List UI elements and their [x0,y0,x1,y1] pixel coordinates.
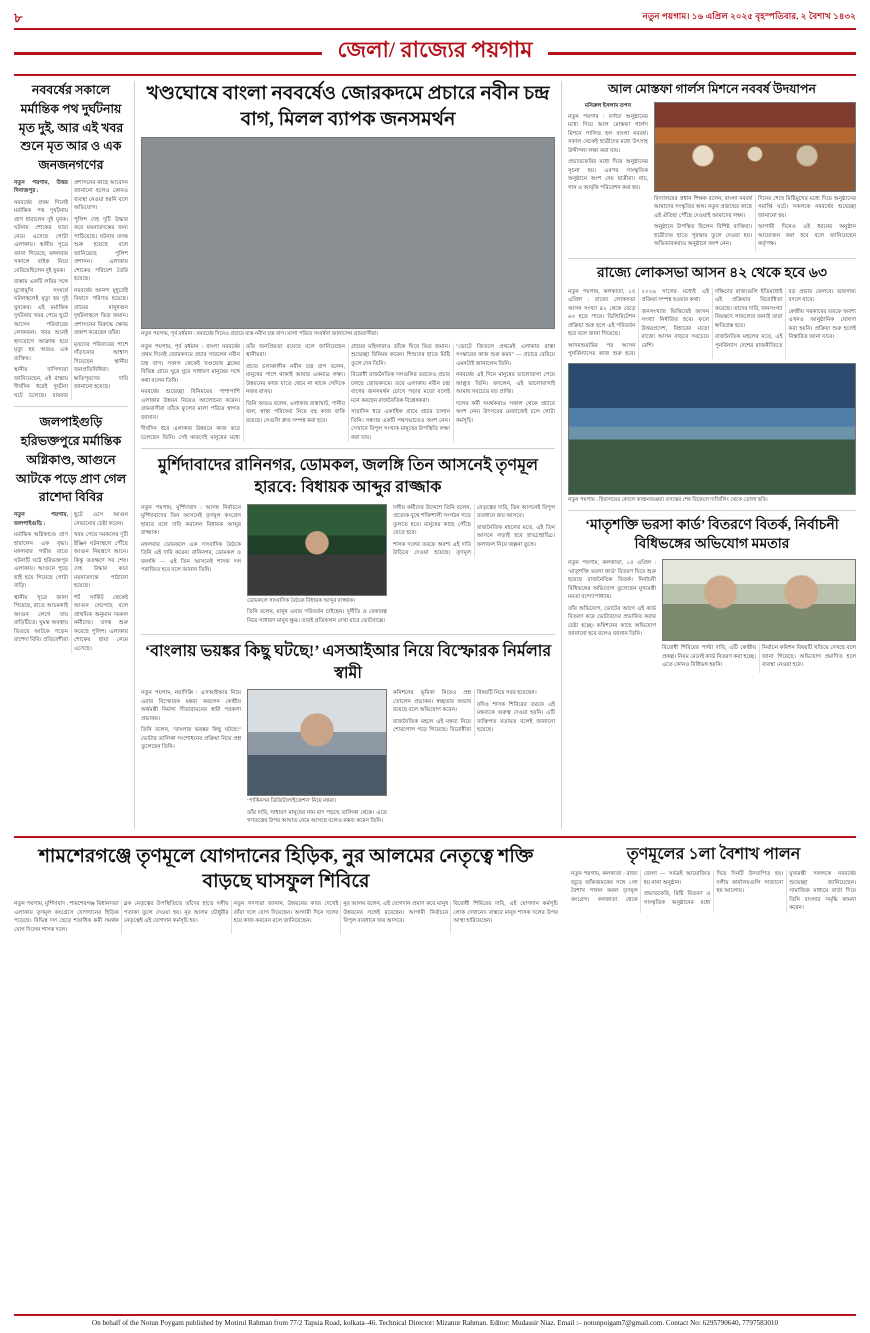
almostafa-para: অনুষ্ঠানে উপস্থিত ছিলেন বিশিষ্ট ব্যক্তিরা। ছাত্রীদের হাতে পুরস্কার তুলে দেওয়া হয়। অভিভাবকরাও অনুষ্ঠানে অংশ নেন। [654,224,752,248]
trinamool-para: প্রভাতফেরি, মিষ্টি বিতরণ ও সাংস্কৃতিক অনুষ্ঠানের মধ্যে দিয়ে দিনটি উদযাপিত হয়। দলীয় কার্যালয়গুলি সাজানো হয় আলোয়। [643,871,784,906]
nirmala-col3 [393,689,555,829]
shamsherganj-block [14,844,558,934]
almostafa-para: আগামী দিনেও এই ধরনের অনুষ্ঠান আয়োজন করা হবে বলে জানিয়েছেন কর্তৃপক্ষ। [758,224,856,248]
nirmala-para: রাজনৈতিক মহলে এই মন্তব্য নিয়ে শোরগোল পড়ে গিয়েছে। বিরোধীরা বিষয়টি নিয়ে সরব হয়েছেন। [393,690,537,734]
rail-story1-para: রাস্তায় একটি লরির সঙ্গে মুখোমুখি সংঘর্ষে ঘটনাস্থলেই মৃত্যু হয় দুই যুবকের। এই মর্মান্তিক দুর্ঘটনার খবর পেয়ে ছুটে আসেন পরিবারের লোকজন। খবর শুনেই হৃদরোগে আক্রান্ত হয়ে মৃত্যু হয় আরও এক ব্যক্তির। [14,279,68,362]
lead-para: বিরোধী রাজনৈতিক দলগুলির তরফেও প্রচার চলছে জোরকদমে। তবে এলাকায় নবীন চন্দ্র বাগের জনসমর্থন চোখে পড়ার মতো বলেই মনে করছেন রাজনৈতিক বিশ্লেষকরা। [351,372,450,404]
murshidabad-para: তিনি বলেন, মানুষ এবার পরিবর্তন চাইছেন। দুর্নীতি ও বেকারত্ব নিয়ে সাধারণ মানুষ ক্ষুব্ধ। তারই প্রতিফলন দেখা যাবে ভোটবাক্সে। [247,609,387,624]
loksabha-para: জনসংখ্যার ভিত্তিতেই আসন সংখ্যা নির্ধারিত হবে। ফলে উত্তরপ্রদেশ, বিহারের মতো রাজ্যে আসন বাড়বে সবচেয়ে বেশি। [641,308,709,349]
lead-body [141,343,555,443]
matrishakti-col2-text [662,644,856,673]
column-divider [134,81,135,829]
shamsherganj-para: নতুন পয়গাম, মুর্শিদাবাদ : শামশেরগঞ্জ বিধানসভা এলাকায় তৃণমূল কংগ্রেসে যোগদানের হিড়িক পড়েছে। বিভিন্ন দল ছেড়ে শতাধিক কর্মী সমর্থক যোগ দিলেন শাসক দলে। [14,901,119,933]
section-rule [14,74,856,76]
murshidabad-col3-text [393,504,555,558]
murshidabad-col3 [393,504,555,629]
nirmala-block [141,689,555,829]
almostafa-headline: আল মোস্তফা গার্লস মিশনে নববর্ষ উদযাপন [607,82,817,96]
matrishakti-para: নির্বাচন কমিশন বিষয়টি খতিয়ে দেখছে বলে জানা গিয়েছে। অভিযোগ প্রমাণিত হলে ব্যবস্থা নেওয়া হবে। [762,645,856,669]
page-footer: On behalf of the Notun Poygam published by Motirul Rahman from 77/2 Tapsia Road, kolkata–46. Technical Director: Mizanur Rahman. Editor: Mudassir Niaz. Email :– notunpoigam7@gmail.com. Contact No: 6295790640, 7797583010 [14,1314,856,1327]
left-rail [14,81,128,829]
trinamool-body [571,870,856,913]
rail-story2-headline: জলপাইগুড়ি হরিভক্তপুরে মর্মান্তিক অগ্নিকাণ্ড, আগুনে আটকে পড়ে প্রাণ গেল রাশেদা বিবির [15,415,127,505]
rail-story2-body [14,511,128,653]
right-divider-2 [568,510,856,511]
lead-para: তিনি আরও বলেন, এলাকার রাস্তাঘাট, পানীয় জল, স্বাস্থ্য পরিষেবা নিয়ে বহু কাজ বাকি রয়েছে। সেগুলি দ্রুত সম্পন্ন করা হবে। [246,400,345,424]
shamsherganj-para: বিরোধী শিবিরের দাবি, এই যোগদান কর্মসূচি লোক দেখানো। বাস্তবে মানুষ শাসক দলের উপর আস্থা হারিয়েছেন। [453,901,558,925]
loksabha-headline: রাজ্যে লোকসভা আসন ৪২ থেকে হবে ৬৩ [597,265,827,281]
issue-line: নতুন পয়গাম। ১৬ এপ্রিল ২০২৫ বৃহস্পতিবার, ২ বৈশাখ ১৪৩২ [642,11,856,21]
right-zone [568,81,856,829]
lead-photo-caption: নতুন পয়গাম, পূর্ব বর্ধমান : নববর্ষের দিনেও প্রচারে ব্যস্ত নবীন চন্দ্র বাগ। মালা পরিয়ে সংবর্ধনা জানালেন গ্রামবাসীরা। [141,331,379,338]
loksabha-para: নতুন পয়গাম, কলকাতা, ১৫ এপ্রিল : রাজ্যে লোকসভা আসন সংখ্যা ৪২ থেকে বেড়ে ৬৩ হতে পারে। ডিলিমিটেশন প্রক্রিয়া শুরু হলে এই পরিবর্তন হবে বলে জানা গিয়েছে। [568,288,636,338]
murshidabad-col1-text [141,504,241,575]
lead-headline: খণ্ডঘোষে বাংলা নববর্ষেও জোরকদমে প্রচারে নবীন চন্দ্র বাগ, মিলল ব্যাপক জনসমর্থন [146,83,550,130]
matrishakti-photo [662,559,856,641]
murshidabad-col1 [141,504,241,629]
almostafa-photo [654,102,856,192]
nirmala-para: কমিশনের ভূমিকা নিয়েও প্রশ্ন তোলেন প্রভাকর। স্বচ্ছতার অভাব রয়েছে বলে অভিযোগ করেন। [393,690,471,714]
matrishakti-block [568,559,856,673]
lead-para: সারাদিন ধরে একাধিক গ্রামে প্রচার চালান তিনি। সন্ধ্যায় একটি পথসভাতেও অংশ নেন। সেখানে বিপুল সংখ্যক মানুষের উপস্থিতি লক্ষ্য করা যায়। [351,409,450,441]
lead-para: নববর্ষের এই দিনে মানুষের ভালোবাসা পেয়ে আপ্লুত তিনি। বললেন, এই ভালোবাসাই আমার সবচেয়ে বড় প্রাপ্তি। [456,372,555,396]
right-divider [568,258,856,259]
rail-story2-para: শর্ট সার্কিট থেকেই আগুন লেগেছে বলে প্রাথমিক অনুমান দমকল কর্মীদের। তদন্ত শুরু করেছে পুলিশ। এলাকায় শোকের ছায়া নেমে এসেছে। [74,594,128,652]
matrishakti-right [662,559,856,673]
rail-story1-body [14,179,128,401]
masthead [14,10,856,26]
lead-para: গ্রামের মহিলারাও তাঁকে ঘিরে ভিড় জমান। শুভেচ্ছা বিনিময় করেন। শিশুদের হাতে মিষ্টি তুলে দেন তিনি। [351,343,450,367]
nirmala-para: তিনি বলেন, "বাংলায় ভয়ঙ্কর কিছু ঘটছে।" ভোটার তালিকা সংশোধনের প্রক্রিয়া নিয়ে প্রশ্ন তুলেছেন তিনি। [141,727,241,751]
loksabha-para: দক্ষিণের রাজ্যগুলি ইতিমধ্যেই এই প্রক্রিয়ার বিরোধিতা করেছে। তাদের দাবি, জনসংখ্যা নিয়ন্ত্রণে সাফল্যের জন্যই তারা ক্ষতিগ্রস্ত হবে। [715,288,783,329]
murshidabad-headline: মুর্শিদাবাদের রানিনগর, ডোমকল, জলঙ্গি তিন আসনেই তৃণমূল হারবে: বিধায়ক আব্দুর রাজ্জাক [157,457,539,496]
murshidabad-para: নতুন পয়গাম, মুর্শিদাবাদ : আসন্ন নির্বাচনে মুর্শিদাবাদের তিন আসনেই তৃণমূল কংগ্রেস হারবে বলে দাবি করলেন বিধায়ক আব্দুর রাজ্জাক। [141,504,241,537]
almostafa-para: নতুন পয়গাম : বর্ণাঢ্য অনুষ্ঠানের মধ্যে দিয়ে আল মোস্তফা গার্লস মিশনে পালিত হল বাংলা নববর্ষ। সকাল থেকেই ছাত্রীদের মধ্যে উৎসাহ উদ্দীপনা লক্ষ্য করা যায়। [568,113,648,154]
murshidabad-para: দলীয় কর্মীদের উদ্দেশে তিনি বলেন, প্রত্যেক বুথে শক্তিশালী সংগঠন গড়ে তুলতে হবে। মানুষের কাছে পৌঁছে যেতে হবে। [393,504,471,537]
shamsherganj-para: ব্লক নেতৃত্বের উপস্থিতিতে তাঁদের হাতে দলীয় পতাকা তুলে দেওয়া হয়। নুর আলম চৌধুরীর নেতৃত্বেই এই যোগদান কর্মসূচি হয়। [123,901,229,925]
murshidabad-block [141,504,555,629]
shamsherganj-body [14,900,558,934]
murshidabad-photo-caption: ডোমকলে সাংবাদিক বৈঠকে বিধায়ক আব্দুর রাজ্জাক। [247,597,356,604]
lead-para: নববর্ষের শুভেচ্ছা বিনিময়ের পাশাপাশি এলাকার উন্নয়ন নিয়েও আলোচনা করেন। গ্রামবাসীরা তাঁকে ফুলের মালা পরিয়ে স্বাগত জানান। [141,389,240,421]
rail-story1-para: স্থানীয় বাসিন্দারা জানিয়েছেন, ওই রাস্তায় দীর্ঘদিন ধরেই দুর্ঘটনা ঘটে চলেছে। বারবার প্রশাসনের কাছে আবেদন জানানো হলেও কোনও ব্যবস্থা নেওয়া হয়নি বলে অভিযোগ। [14,179,128,399]
rail-story1-para: পুলিশ দেহ দুটি উদ্ধার করে ময়নাতদন্তের জন্য পাঠিয়েছে। ঘটনার তদন্ত শুরু হয়েছে বলে জানিয়েছে পুলিশ প্রশাসন। এলাকায় শোকের পরিবেশ তৈরি হয়েছে। [74,216,128,283]
nirmala-para: যদিও শাসক শিবিরের তরফে এই মন্তব্যকে গুরুত্ব দেওয়া হয়নি। এটি ব্যক্তিগত মতামত বলেই জানানো হয়েছে। [477,701,555,734]
nirmala-photo [247,689,387,796]
nirmala-para: নতুন পয়গাম, নয়াদিল্লি : এসআইআর নিয়ে এবার বিস্ফোরক মন্তব্য করলেন কেন্দ্রীয় অর্থমন্ত্রী নির্মলা সীতারামনের স্বামী পরকলা প্রভাকর। [141,690,241,722]
murshidabad-para: মঙ্গলবার ডোমকলে এক সাংবাদিক বৈঠকে তিনি এই দাবি করেন। রানিনগর, ডোমকল ও জলঙ্গি — এই তিন আসনেই শাসক দল পরাজিত হবে বলে জানান তিনি। [141,541,241,574]
almostafa-para: বিদ্যালয়ের প্রধান শিক্ষক বলেন, বাংলা নববর্ষ আমাদের সংস্কৃতির অঙ্গ। নতুন প্রজন্মের কাছে এই ঐতিহ্য পৌঁছে দেওয়াই আমাদের লক্ষ্য। [654,195,752,219]
matrishakti-col1-text [568,559,656,639]
lead-para: দীর্ঘদিন ধরে এলাকার উন্নয়নে কাজ করে চলেছেন তিনি। সেই কারণেই মানুষের মধ্যে তাঁর জনপ্রিয়তা রয়েছে বলে জানিয়েছেন স্থানীয়রা। [141,343,345,441]
lead-photo [141,137,555,329]
column-divider-2 [561,81,562,829]
center-divider-2 [141,634,555,635]
matrishakti-para: তাঁর অভিযোগ, ভোটের আগে এই কার্ড বিতরণ করে ভোটারদের প্রভাবিত করার চেষ্টা হচ্ছে। কমিশনের কাছে অভিযোগ জানানো হবে বলেও জানান তিনি। [568,605,656,638]
rail-story2-para: মর্মান্তিক অগ্নিকাণ্ডে প্রাণ হারালেন এক বৃদ্ধা। মঙ্গলবার গভীর রাতে ঘটনাটি ঘটে হরিভক্তপুর এলাকায়। আগুনে পুড়ে ছাই হয়ে গিয়েছে গোটা বাড়ি। [14,532,68,589]
matrishakti-col1 [568,559,656,673]
lead-para: প্রচার চলাকালীন নবীন চন্দ্র বাগ বলেন, মানুষের পাশে থাকাই আমার একমাত্র লক্ষ্য। উন্নয়নের কাজ যাতে থেমে না থাকে সেদিকে নজর রাখব। [246,363,345,396]
almostafa-byline: মনিরুল ইসলাম তপন [584,102,632,109]
matrishakti-para: নতুন পয়গাম, কলকাতা, ১৫ এপ্রিল : ‘মাতৃশক্তি ভরসা কার্ড’ বিতরণ ঘিরে শুরু হয়েছে রাজনৈতিক বিতর্ক। নির্বাচনী বিধিভঙ্গের অভিযোগ তুলেছেন মুখ্যমন্ত্রী মমতা বন্দ্যোপাধ্যায়। [568,560,656,601]
rail-story2-para: খবর পেয়ে দমকলের দুটি ইঞ্জিন ঘটনাস্থলে পৌঁছে আগুন নিয়ন্ত্রণে আনে। কিন্তু ততক্ষণে সব শেষ। দেহ উদ্ধার করে ময়নাতদন্তে পাঠানো হয়েছে। [74,532,128,589]
almostafa-col1-text [568,113,648,193]
nirmala-photo-caption: ‘পার্কিনসন ডিজিটালাইজেশন’ নিয়ে মন্তব্য। [247,798,337,805]
almostafa-para: প্রভাতফেরির মধ্যে দিয়ে অনুষ্ঠানের সূচনা হয়। এরপর সাংস্কৃতিক অনুষ্ঠানে অংশ নেয় ছাত্রীরা। নাচ, গান ও আবৃত্তি পরিবেশন করা হয়। [568,159,648,191]
center-divider [141,448,555,449]
nirmala-photo-wrap [247,689,387,829]
rail-story1-headline: নববর্ষের সকালে মর্মান্তিক পথ দুর্ঘটনায় মৃত দুই, আর এই খবর শুনে মৃত আর ও এক জনজনগণের [18,83,124,172]
page-body [14,81,856,829]
trinamool-para: নতুন পয়গাম, কলকাতা : রাজ্য জুড়ে জাঁকজমকের সঙ্গে ১লা বৈশাখ পালন করল তৃণমূল কংগ্রেস। কলকাতা থেকে জেলা — সর্বত্রই আয়োজিত হয় নানা অনুষ্ঠান। [571,871,711,903]
nirmala-col2-text [247,809,387,826]
masthead-rule [14,28,856,30]
loksabha-para: কেন্দ্রীয় সরকারের তরফে অবশ্য এখনও আনুষ্ঠানিক ঘোষণা করা হয়নি। প্রক্রিয়া শুরু হলেই বিস্তারিত জানা যাবে। [788,308,856,341]
nirmala-headline: ‘বাংলায় ভয়ঙ্কর কিছু ঘটছে!’ এসআইআর নিয়ে বিস্ফোরক নির্মলার স্বামী [144,643,552,682]
rail-story1-para: মৃতদের পরিবারের পাশে দাঁড়ানোর আশ্বাস দিয়েছেন স্থানীয় জনপ্রতিনিধিরা। ক্ষতিপূরণের দাবি জানানো হয়েছে। [74,341,128,391]
rail-story1-dateline: নতুন পয়গাম, উত্তর দিনাজপুর : [14,179,68,195]
nirmala-col1-text [141,689,241,752]
murshidabad-photo-wrap [247,504,387,629]
murshidabad-col2-text [247,608,387,625]
trinamool-block [571,844,856,913]
page-number: ৮ [14,10,23,25]
trinamool-para: মুখ্যমন্ত্রী সকলকে নববর্ষের শুভেচ্ছা জানিয়েছেন। সামাজিক মাধ্যমে বার্তা দিয়ে তিনি বাংলার সমৃদ্ধি কামনা করেন। [789,871,856,912]
loksabha-photo [568,363,856,495]
murshidabad-photo [247,504,387,596]
lead-para: দলের কর্মী সমর্থকরাও সকাল থেকে প্রচারে অংশ নেন। উৎসবের মেজাজেই চলে গোটা কর্মসূচি। [456,400,555,424]
loksabha-para: রাজনৈতিক মহলের মতে, এই পুনর্বিন্যাস দেশের রাজনীতিতে বড় প্রভাব ফেলবে। ভারসাম্য বদলে যাবে। [715,288,856,349]
bottom-zone [14,844,856,934]
rail-story2-para: স্থানীয় সূত্রে জানা গিয়েছে, রাতে আচমকাই আগুন লেগে যায় বাড়িটিতে। ঘুমন্ত অবস্থায় ভিতরে আটকে পড়েন রাশেদা বিবি। প্রতিবেশীরা ছুটে এসে আগুন নেভানোর চেষ্টা করেন। [14,512,128,643]
rail-story1-para: নববর্ষের আনন্দ মুহূর্তেই বিষাদে পরিণত হয়েছে। গ্রামের মানুষজন দুর্ঘটনাস্থলে ভিড় জমান। প্রশাসনের বিরুদ্ধে ক্ষোভ প্রকাশ করেছেন তাঁরা। [74,287,128,337]
nirmala-col3-text [393,689,555,736]
rail-story1-para: নববর্ষের প্রথম দিনেই মর্মান্তিক পথ দুর্ঘটনায় প্রাণ হারালেন দুই যুবক। ঘটনায় শোকের ছায়া নেমে এসেছে গোটা এলাকায়। স্থানীয় সূত্রে জানা গিয়েছে, মঙ্গলবার সকালে বাইক নিয়ে বেরিয়েছিলেন দুই যুবক। [14,199,68,274]
nirmala-para: তাঁর দাবি, সাধারণ মানুষের নাম বাদ পড়ছে তালিকা থেকে। এতে গণতন্ত্রের উপর আঘাত নেমে আসছে বলেও মন্তব্য করেন তিনি। [247,809,387,825]
almostafa-para: দিনের শেষে মিষ্টিমুখের মধ্যে দিয়ে অনুষ্ঠানের সমাপ্তি ঘটে। সকলকে নববর্ষের শুভেচ্ছা জানানো হয়। [758,195,856,219]
loksabha-para: আদমশুমারির পর আসন পুনর্বিন্যাসের কাজ শুরু হবে। ২০২৬ সালের মধ্যেই এই প্রক্রিয়া সম্পন্ন হওয়ার কথা। [568,288,709,358]
shamsherganj-headline: শামশেরগঞ্জে তৃণমূলে যোগদানের হিড়িক, নুর আলমের নেতৃত্বে শক্তি বাড়ছে ঘাসফুল শিবিরে [38,845,534,893]
shamsherganj-para: নতুন সদস্যরা জানান, উন্নয়নের কাজ দেখেই তাঁরা দলে যোগ দিয়েছেন। আগামী দিনে দলের হয়ে কাজ করবেন বলে জানিয়েছেন। [233,901,339,925]
almostafa-col2-text [654,195,856,252]
rail-divider [14,406,128,407]
murshidabad-para: রাজনৈতিক মহলের মতে, এই তিন আসনে লড়াই হবে হাড্ডাহাড্ডি। ফলাফল নিয়ে জল্পনা তুঙ্গে। [477,524,555,548]
almostafa-block [568,102,856,252]
almostafa-right [654,102,856,252]
shamsherganj-para: নুর আলম বলেন, এই যোগদান প্রমাণ করে মানুষ উন্নয়নের সঙ্গেই রয়েছেন। আগামী নির্বাচনে বিপুল ব্যবধানে জয় আসবে। [343,901,449,925]
lead-para: নতুন পয়গাম, পূর্ব বর্ধমান : বাংলা নববর্ষের প্রথম দিনেই জোরকদমে প্রচার সারলেন নবীন চন্দ্র বাগ। সকাল থেকেই খণ্ডঘোষ ব্লকের বিভিন্ন গ্রামে ঘুরে ঘুরে সাধারণ মানুষের সঙ্গে কথা বলেন তিনি। [141,343,240,384]
center-zone [141,81,555,829]
murshidabad-para: শাসক দলের তরফে অবশ্য এই দাবি উড়িয়ে দেওয়া হয়েছে। তৃণমূল নেতৃত্বের দাবি, তিন আসনেই বিপুল ব্যবধানে জয় আসবে। [393,504,555,557]
section-title: জেলা/ রাজ্যের পয়গাম [322,33,549,70]
almostafa-col1 [568,102,648,252]
rail-story2-dateline: নতুন পয়গাম, জলপাইগুড়ি : [14,512,68,527]
matrishakti-headline: ‘মাতৃশক্তি ভরসা কার্ড’ বিতরণে বিতর্ক, নির্বাচনী বিধিভঙ্গের অভিযোগ মমতার [585,518,839,553]
loksabha-photo-caption: নতুন পয়গাম : হিমালয়ের কোলে কাঞ্চনজঙ্ঘা। বসন্তের শেষ বিকেলে দার্জিলিং থেকে তোলা ছবি। [568,496,768,503]
section-banner [14,33,856,70]
trinamool-headline: তৃণমূলের ১লা বৈশাখ পালন [626,845,801,863]
lead-para: "ভোটে জিতলে প্রথমেই এলাকার রাস্তা সংস্কারের কাজ শুরু করব" — প্রচারে বেরিয়ে এমনটাই জানালেন তিনি। [456,343,555,367]
loksabha-body [568,288,856,359]
bottom-rule [14,836,856,838]
nirmala-col1 [141,689,241,829]
matrishakti-para: বিরোধী শিবিরের পাল্টা দাবি, এটি কেন্দ্রীয় প্রকল্প। নিয়ম মেনেই কার্ড বিতরণ করা হচ্ছে। এতে কোনও বিধিভঙ্গ হয়নি। [662,645,756,669]
